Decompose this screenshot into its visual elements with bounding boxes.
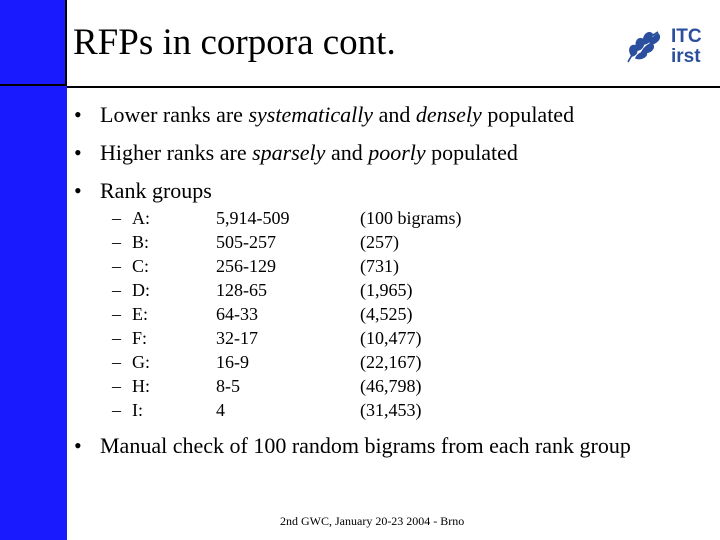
slide-footer: 2nd GWC, January 20-23 2004 - Brno [280,514,465,528]
dash-marker: – [112,352,121,372]
group-rank-range: 32-17 [216,328,258,348]
group-bigram-count: (4,525) [360,304,413,324]
group-label: C: [132,256,150,276]
bullet-text: populated [481,102,575,127]
group-label: E: [132,304,148,324]
bullet-marker: • [74,178,82,203]
group-bigram-count: (46,798) [360,376,422,396]
group-label: A: [132,208,150,228]
bullet-higher-ranks [74,139,518,167]
group-rank-range: 5,914-509 [216,208,290,228]
bullet-text: Manual check of 100 random bigrams from each rank group [100,433,631,458]
dash-marker: – [112,376,121,396]
bullet-text: Higher ranks are [100,140,253,165]
group-rank-range: 505-257 [216,232,276,252]
title-divider [67,86,720,88]
emphasis-text: sparsely [252,140,326,165]
bullet-text: and [325,140,369,165]
group-label: H: [132,376,150,396]
bullet-rank-groups [74,177,212,205]
dash-marker: – [112,328,121,348]
group-label: F: [132,328,148,348]
slide-title: RFPs in corpora cont. [73,22,396,63]
logo-text-irst: irst [671,46,701,67]
bullet-marker: • [74,140,82,165]
leaf-emblem-icon [628,32,659,62]
group-label: G: [132,352,150,372]
group-rank-range: 64-33 [216,304,258,324]
dash-marker: – [112,304,121,324]
group-bigram-count: (100 bigrams) [360,208,462,228]
group-label: D: [132,280,150,300]
group-bigram-count: (257) [360,232,399,252]
group-bigram-count: (22,167) [360,352,422,372]
bullet-text: populated [425,140,518,165]
bullet-marker: • [74,433,82,458]
group-rank-range: 16-9 [216,352,249,372]
bullet-text: Lower ranks are [100,102,249,127]
emphasis-text: systematically [248,102,374,127]
group-rank-range: 8-5 [216,376,240,396]
group-rank-range: 256-129 [216,256,276,276]
dash-marker: – [112,232,121,252]
group-label: I: [132,400,143,420]
bullet-text: and [373,102,416,127]
dash-marker: – [112,280,121,300]
emphasis-text: poorly [368,140,426,165]
title-accent-box [0,0,67,86]
group-bigram-count: (10,477) [360,328,422,348]
bullet-manual-check [74,432,631,460]
group-bigram-count: (1,965) [360,280,413,300]
bullet-lower-ranks [74,101,574,129]
group-rank-range: 4 [216,400,225,420]
bullet-text: Rank groups [100,178,212,203]
dash-marker: – [112,400,121,420]
group-label: B: [132,232,150,252]
itc-irst-logo [624,22,714,68]
group-bigram-count: (731) [360,256,399,276]
group-rank-range: 128-65 [216,280,267,300]
logo-text-itc: ITC [671,26,702,47]
dash-marker: – [112,256,121,276]
emphasis-text: densely [415,102,482,127]
group-bigram-count: (31,453) [360,400,422,420]
bullet-marker: • [74,102,82,127]
dash-marker: – [112,208,121,228]
